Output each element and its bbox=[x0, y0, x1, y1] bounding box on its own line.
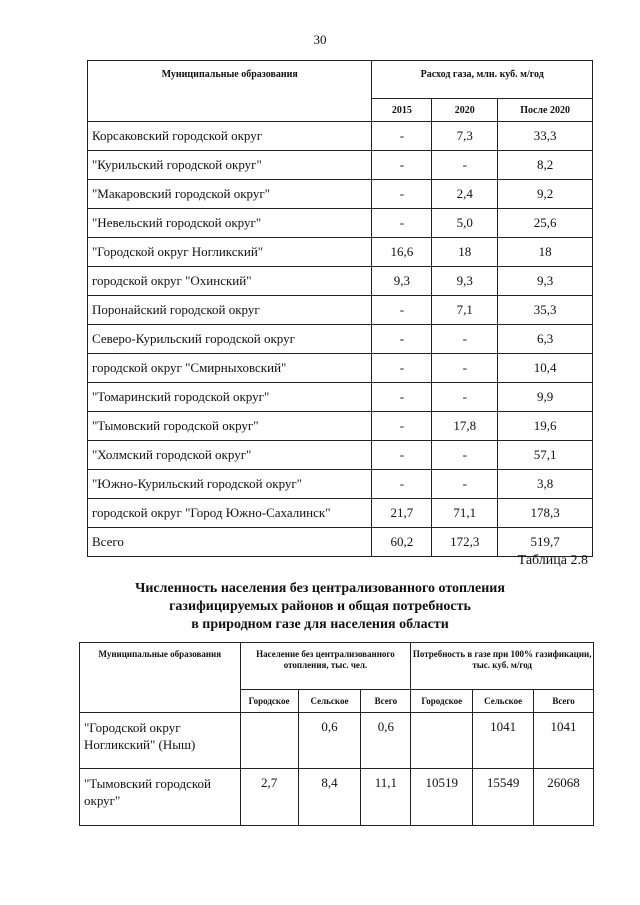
value-2020-cell: 7,1 bbox=[432, 296, 498, 325]
header-population: Население без централизованного отопления, тыс. чел. bbox=[240, 643, 411, 690]
value-2015-cell: - bbox=[372, 296, 432, 325]
value-2015-cell: 21,7 bbox=[372, 499, 432, 528]
value-cell: 26068 bbox=[534, 769, 594, 826]
value-2020-cell: - bbox=[432, 470, 498, 499]
value-2020-cell: 18 bbox=[432, 238, 498, 267]
value-after-2020-cell: 25,6 bbox=[498, 209, 593, 238]
table-row bbox=[88, 325, 593, 354]
value-cell: 2,7 bbox=[240, 769, 298, 826]
municipality-cell: Всего bbox=[88, 528, 372, 557]
municipality-cell: Поронайский городской округ bbox=[88, 296, 372, 325]
header-after-2020: После 2020 bbox=[498, 99, 593, 122]
table-row bbox=[88, 151, 593, 180]
value-2015-cell: - bbox=[372, 412, 432, 441]
value-after-2020-cell: 57,1 bbox=[498, 441, 593, 470]
municipality-cell: Северо-Курильский городской округ bbox=[88, 325, 372, 354]
value-cell bbox=[411, 713, 473, 769]
subheader-urban: Городское bbox=[411, 690, 473, 713]
value-after-2020-cell: 33,3 bbox=[498, 122, 593, 151]
table-title-line: Численность населения без централизованного отопления bbox=[135, 581, 505, 596]
header-gas-demand: Потребность в газе при 100% газификации, тыс. куб. м/год bbox=[411, 643, 594, 690]
value-2015-cell: - bbox=[372, 122, 432, 151]
value-2020-cell: - bbox=[432, 441, 498, 470]
value-2015-cell: - bbox=[372, 441, 432, 470]
population-gas-demand-table bbox=[79, 642, 594, 826]
municipality-cell: "Городской округ Ногликский" bbox=[88, 238, 372, 267]
value-2020-cell: 71,1 bbox=[432, 499, 498, 528]
municipality-cell: Корсаковский городской округ bbox=[88, 122, 372, 151]
value-after-2020-cell: 6,3 bbox=[498, 325, 593, 354]
header-municipality: Муниципальные образования bbox=[80, 643, 241, 713]
value-2015-cell: - bbox=[372, 209, 432, 238]
table-title bbox=[0, 580, 640, 634]
table-row bbox=[88, 122, 593, 151]
municipality-cell: "Тымовский городской округ" bbox=[88, 412, 372, 441]
municipality-cell: "Макаровский городской округ" bbox=[88, 180, 372, 209]
table-row bbox=[88, 209, 593, 238]
value-after-2020-cell: 3,8 bbox=[498, 470, 593, 499]
header-year-2015: 2015 bbox=[372, 99, 432, 122]
value-after-2020-cell: 178,3 bbox=[498, 499, 593, 528]
table-row bbox=[88, 354, 593, 383]
municipality-cell: "Курильский городской округ" bbox=[88, 151, 372, 180]
municipality-cell: городской округ "Смирныховский" bbox=[88, 354, 372, 383]
value-cell: 1041 bbox=[534, 713, 594, 769]
table-row bbox=[88, 441, 593, 470]
value-2020-cell: 17,8 bbox=[432, 412, 498, 441]
value-2020-cell: 2,4 bbox=[432, 180, 498, 209]
municipality-cell: "Холмский городской округ" bbox=[88, 441, 372, 470]
subheader-rural: Сельское bbox=[298, 690, 361, 713]
value-cell: 15549 bbox=[473, 769, 534, 826]
value-cell: 0,6 bbox=[298, 713, 361, 769]
value-2015-cell: - bbox=[372, 151, 432, 180]
value-after-2020-cell: 519,7 bbox=[498, 528, 593, 557]
municipality-cell: "Южно-Курильский городской округ" bbox=[88, 470, 372, 499]
subheader-rural: Сельское bbox=[473, 690, 534, 713]
value-2020-cell: 5,0 bbox=[432, 209, 498, 238]
value-after-2020-cell: 18 bbox=[498, 238, 593, 267]
value-cell: 11,1 bbox=[361, 769, 411, 826]
value-after-2020-cell: 10,4 bbox=[498, 354, 593, 383]
table-row bbox=[88, 470, 593, 499]
header-municipality: Муниципальные образования bbox=[88, 61, 372, 122]
value-cell: 8,4 bbox=[298, 769, 361, 826]
table-row bbox=[88, 383, 593, 412]
table-row bbox=[88, 499, 593, 528]
value-after-2020-cell: 9,9 bbox=[498, 383, 593, 412]
value-2015-cell: 16,6 bbox=[372, 238, 432, 267]
value-cell: 1041 bbox=[473, 713, 534, 769]
municipality-cell: "Тымовский городской округ" bbox=[80, 769, 241, 826]
municipality-cell: "Невельский городской округ" bbox=[88, 209, 372, 238]
value-2020-cell: 9,3 bbox=[432, 267, 498, 296]
subheader-total: Всего bbox=[361, 690, 411, 713]
value-2015-cell: - bbox=[372, 383, 432, 412]
value-2020-cell: 172,3 bbox=[432, 528, 498, 557]
value-2020-cell: - bbox=[432, 354, 498, 383]
value-after-2020-cell: 8,2 bbox=[498, 151, 593, 180]
value-after-2020-cell: 9,2 bbox=[498, 180, 593, 209]
table-row bbox=[88, 180, 593, 209]
table-row bbox=[88, 267, 593, 296]
municipality-cell: "Городской округ Ногликский" (Ныш) bbox=[80, 713, 241, 769]
page-number: 30 bbox=[313, 32, 327, 47]
value-after-2020-cell: 35,3 bbox=[498, 296, 593, 325]
table-title-line: газифицируемых районов и общая потребность bbox=[169, 599, 471, 614]
value-2015-cell: - bbox=[372, 354, 432, 383]
subheader-total: Всего bbox=[534, 690, 594, 713]
value-2015-cell: 60,2 bbox=[372, 528, 432, 557]
header-gas-consumption: Расход газа, млн. куб. м/год bbox=[372, 61, 593, 99]
municipality-cell: городской округ "Город Южно-Сахалинск" bbox=[88, 499, 372, 528]
table-row bbox=[88, 238, 593, 267]
table-row bbox=[80, 769, 594, 826]
value-2015-cell: - bbox=[372, 180, 432, 209]
value-2015-cell: - bbox=[372, 325, 432, 354]
value-2020-cell: - bbox=[432, 383, 498, 412]
value-cell bbox=[240, 713, 298, 769]
value-cell: 0,6 bbox=[361, 713, 411, 769]
table-row bbox=[80, 713, 594, 769]
table-row bbox=[88, 412, 593, 441]
table-row bbox=[88, 296, 593, 325]
value-2015-cell: - bbox=[372, 470, 432, 499]
value-after-2020-cell: 9,3 bbox=[498, 267, 593, 296]
table-caption: Таблица 2.8 bbox=[517, 553, 588, 568]
value-2020-cell: - bbox=[432, 325, 498, 354]
header-year-2020: 2020 bbox=[432, 99, 498, 122]
municipality-cell: "Томаринский городской округ" bbox=[88, 383, 372, 412]
value-cell: 10519 bbox=[411, 769, 473, 826]
gas-consumption-table bbox=[87, 60, 593, 557]
value-2015-cell: 9,3 bbox=[372, 267, 432, 296]
value-2020-cell: - bbox=[432, 151, 498, 180]
value-2020-cell: 7,3 bbox=[432, 122, 498, 151]
subheader-urban: Городское bbox=[240, 690, 298, 713]
value-after-2020-cell: 19,6 bbox=[498, 412, 593, 441]
table-title-line: в природном газе для населения области bbox=[191, 617, 449, 632]
municipality-cell: городской округ "Охинский" bbox=[88, 267, 372, 296]
